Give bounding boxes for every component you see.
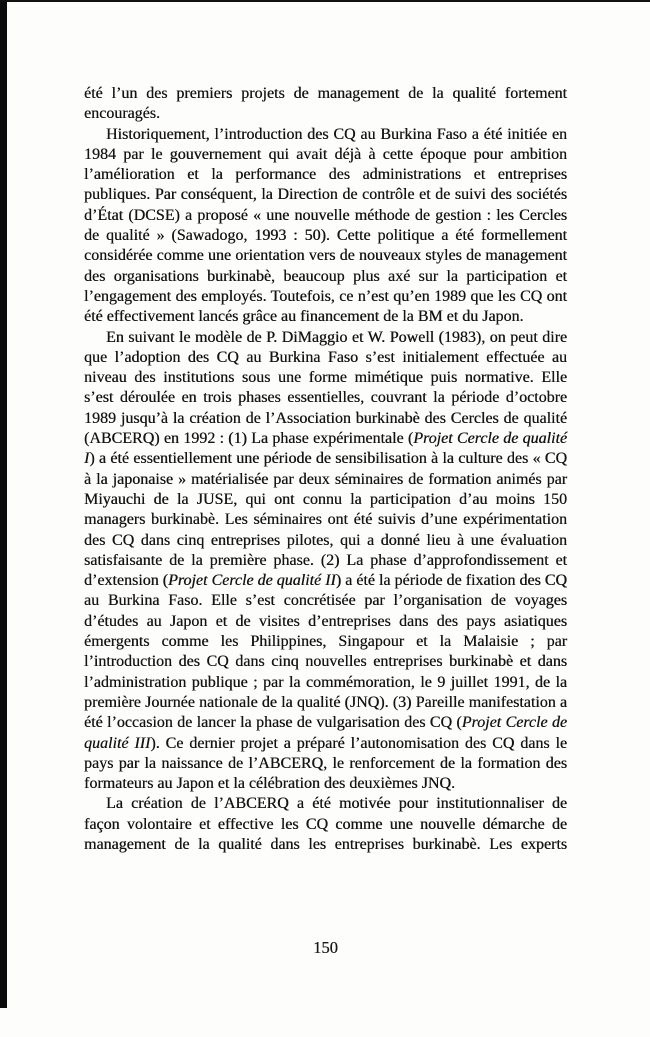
paragraph-1: été l’un des premiers projets de management de la qualité fortement encouragés. bbox=[84, 85, 567, 123]
scan-artifact-top-line bbox=[0, 0, 650, 2]
page-text-block bbox=[84, 84, 567, 855]
paragraph-2: Historiquement, l’introduction des CQ au Burkina Faso a été initiée en 1984 par le gouvernement qui avait déjà à cette époque pour ambition l’amélioration et la performance des administrations et entreprises publiques. Par conséquent, la Direction de contrôle et de suivi des sociétés d’État (DCSE) a proposé « une nouvelle méthode de gestion : les Cercles de qualité » (Sawadogo, 1993 : 50). Cette politique a été formellement considérée comme une orientation vers de nouveaux styles de management des organisations burkinabè, beaucoup plus axé sur la participation et l’engagement des employés. Toutefois, ce n’est qu’en 1989 que les CQ ont été effectivement lancés grâce au financement de la BM et du Japon. bbox=[84, 125, 567, 326]
paragraph-4: La création de l’ABCERQ a été motivée pour institutionnaliser de façon volontaire et effective les CQ comme une nouvelle démarche de management de la qualité dans les entreprises burkinabè. Les experts bbox=[84, 795, 567, 853]
page-number: 150 bbox=[313, 938, 338, 957]
paragraph-3: En suivant le modèle de P. DiMaggio et W. Powell (1983), on peut dire que l’adoption des CQ au Burkina Faso s’est initialement effectuée au niveau des institutions sous une forme mimétique puis normative. Elle s’est déroulée en trois phases essentielles, couvrant la période d’octobre 1989 jusqu’à la création de l’Association burkinabè des Cercles de qualité (ABCERQ) en 1992 : (1) La phase expérimentale (Projet Cercle de qualité I) a été essentiellement une période de sensibilisation à la culture des « CQ à la japonaise » matérialisée par deux séminaires de formation animés par Miyauchi de la JUSE, qui ont connu la participation d’au moins 150 managers burkinabè. Les séminaires ont été suivis d’une expérimentation des CQ dans cinq entreprises pilotes, qui a donné lieu à une évaluation satisfaisante de la première phase. (2) La phase d’approfondissement et d’extension (Projet Cercle de qualité II) a été la période de fixation des CQ au Burkina Faso. Elle s’est concrétisée par l’organisation de voyages d’études au Japon et de visites d’entreprises dans des pays asiatiques émergents comme les Philippines, Singapour et la Malaisie ; par l’introduction des CQ dans cinq nouvelles entreprises burkinabè et dans l’administration publique ; par la commémoration, le 9 juillet 1991, de la première Journée nationale de la qualité (JNQ). (3) Pareille manifestation a été l’occasion de lancer la phase de vulgarisation des CQ (Projet Cercle de qualité III). Ce dernier projet a préparé l’autonomisation des CQ dans le pays par la naissance de l’ABCERQ, le renforcement de la formation des formateurs au Japon et la célébration des deuxièmes JNQ. bbox=[84, 328, 567, 793]
scan-artifact-left-bar bbox=[0, 0, 7, 1008]
